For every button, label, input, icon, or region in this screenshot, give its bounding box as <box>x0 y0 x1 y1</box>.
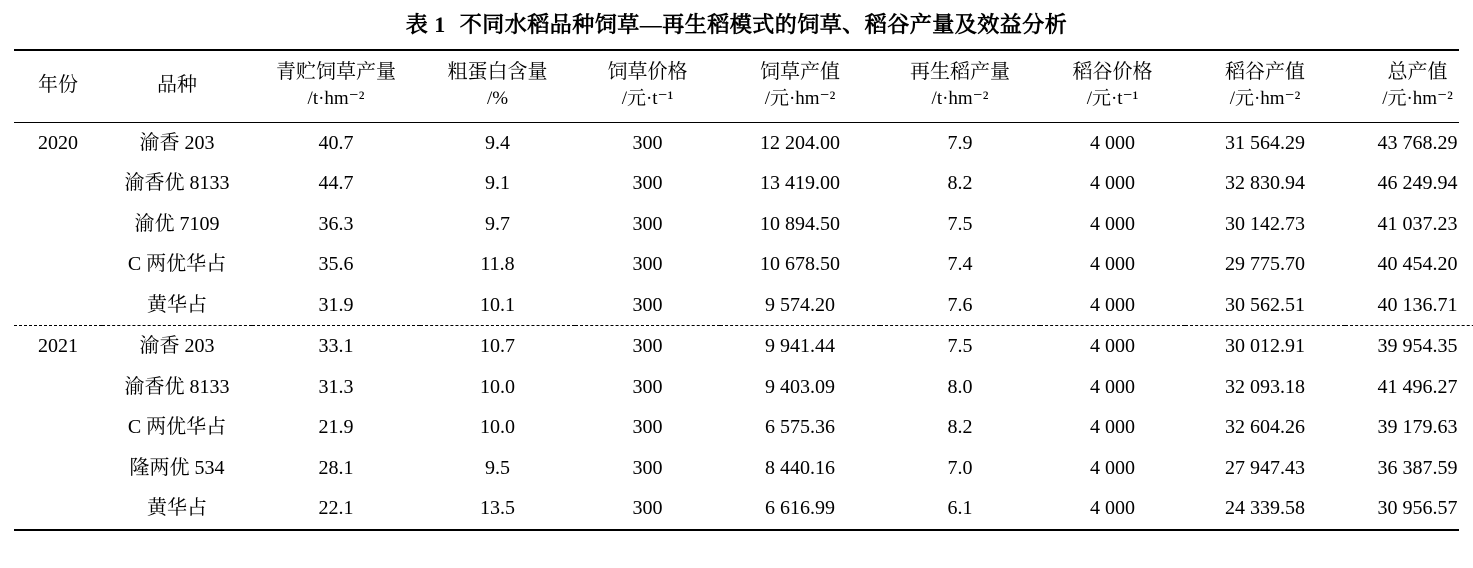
column-header-line1: 饲草产值 <box>760 61 840 83</box>
column-header-line2: /t·hm⁻² <box>931 88 989 109</box>
cell-forage-price: 300 <box>632 212 663 235</box>
cell-rice-price: 4 000 <box>1090 131 1135 154</box>
cell-rice-price: 4 000 <box>1090 212 1135 235</box>
cell-rice-value: 31 564.29 <box>1225 131 1305 154</box>
column-header-line2: /元·hm⁻² <box>764 88 836 109</box>
cell-total-value: 39 179.63 <box>1377 416 1458 439</box>
cell-silage-yield: 33.1 <box>318 335 354 358</box>
column-header-line2: /% <box>486 88 509 109</box>
cell-crude-protein: 10.7 <box>480 335 515 358</box>
cell-forage-price: 300 <box>632 497 663 520</box>
table-row <box>14 326 1473 367</box>
column-header-line1: 稻谷产值 <box>1225 61 1305 83</box>
table-row <box>14 163 1473 204</box>
column-header-crude-protein <box>420 51 575 122</box>
cell-silage-yield: 21.9 <box>318 416 354 439</box>
cell-silage-yield: 31.9 <box>252 285 420 326</box>
cell-year <box>14 407 102 448</box>
column-header-line2: /元·t⁻¹ <box>621 88 674 109</box>
cell-silage-yield: 44.7 <box>318 172 354 195</box>
cell-total-value: 30 956.57 <box>1377 497 1458 520</box>
cell-forage-price: 300 <box>632 416 663 439</box>
table-caption <box>14 0 1459 49</box>
cell-year: 2020 <box>38 131 78 154</box>
column-header-silage-yield <box>252 51 420 122</box>
cell-year <box>14 448 102 489</box>
cell-forage-value: 13 419.00 <box>760 172 840 195</box>
cell-silage-yield: 40.7 <box>318 131 354 154</box>
cell-rice-price: 4 000 <box>1090 253 1135 276</box>
cell-crude-protein: 10.1 <box>420 285 575 326</box>
table-row <box>14 448 1473 489</box>
cell-total-value: 41 496.27 <box>1377 375 1458 398</box>
cell-rice-value: 24 339.58 <box>1225 497 1305 520</box>
column-header-rice-price <box>1040 51 1185 122</box>
table-row <box>14 204 1473 245</box>
table-row <box>14 407 1473 448</box>
cell-variety: C 两优华占 <box>127 253 227 276</box>
cell-total-value: 46 249.94 <box>1377 172 1458 195</box>
cell-rice-value: 32 604.26 <box>1225 416 1305 439</box>
cell-rice-value: 30 142.73 <box>1225 212 1305 235</box>
cell-crude-protein: 9.5 <box>485 456 510 479</box>
column-header-forage-value <box>720 51 880 122</box>
table-row <box>14 244 1473 285</box>
cell-ratoon-rice-yield: 7.0 <box>947 456 973 479</box>
table-row <box>14 367 1473 408</box>
cell-forage-price: 300 <box>632 131 663 154</box>
cell-variety: C 两优华占 <box>127 416 227 439</box>
data-table-body <box>14 123 1473 529</box>
cell-variety: 渝香优 8133 <box>124 375 230 398</box>
cell-ratoon-rice-yield: 8.0 <box>947 375 973 398</box>
cell-rice-value: 29 775.70 <box>1225 253 1305 276</box>
cell-ratoon-rice-yield: 6.1 <box>947 497 973 520</box>
column-header-year <box>14 51 102 122</box>
cell-rice-price: 4 000 <box>1090 456 1135 479</box>
cell-silage-yield: 35.6 <box>318 253 354 276</box>
column-header-line1: 饲草价格 <box>607 61 688 83</box>
cell-forage-price: 300 <box>632 335 663 358</box>
cell-total-value: 36 387.59 <box>1377 456 1458 479</box>
table-row <box>14 285 1473 326</box>
cell-forage-price: 300 <box>632 172 663 195</box>
cell-ratoon-rice-yield: 8.2 <box>947 172 973 195</box>
cell-rice-price: 4 000 <box>1090 335 1135 358</box>
column-header-variety <box>102 51 252 122</box>
cell-variety: 渝香 203 <box>139 131 215 154</box>
cell-rice-price: 4 000 <box>1040 285 1185 326</box>
data-table <box>14 51 1473 122</box>
cell-year <box>14 285 102 326</box>
cell-rice-value: 32 093.18 <box>1225 375 1305 398</box>
column-header-line1: 青贮饲草产量 <box>276 61 396 83</box>
column-header-line1: 年份 <box>38 73 78 96</box>
cell-silage-yield: 36.3 <box>318 212 354 235</box>
cell-rice-value: 30 012.91 <box>1225 335 1305 358</box>
column-header-line1: 稻谷价格 <box>1072 61 1153 83</box>
table-header-row <box>14 51 1473 122</box>
cell-crude-protein: 11.8 <box>480 253 515 276</box>
cell-forage-price: 300 <box>632 253 663 276</box>
table-caption-label: 表 1 <box>405 12 446 37</box>
column-header-line1: 品种 <box>157 73 197 96</box>
column-header-line1: 再生稻产量 <box>910 61 1010 83</box>
cell-forage-price: 300 <box>575 285 720 326</box>
cell-rice-value: 32 830.94 <box>1225 172 1305 195</box>
cell-forage-value: 6 616.99 <box>765 497 835 520</box>
cell-forage-value: 8 440.16 <box>765 456 835 479</box>
cell-year <box>14 163 102 204</box>
cell-total-value: 40 136.71 <box>1345 285 1473 326</box>
cell-variety: 渝香 203 <box>139 335 215 358</box>
cell-total-value: 41 037.23 <box>1377 212 1458 235</box>
cell-crude-protein: 9.7 <box>485 212 510 235</box>
cell-variety: 黄华占 <box>102 285 252 326</box>
column-header-line2: /元·hm⁻² <box>1229 88 1301 109</box>
cell-crude-protein: 10.0 <box>480 416 515 439</box>
column-header-total-value <box>1345 51 1473 122</box>
cell-total-value: 40 454.20 <box>1377 253 1458 276</box>
cell-year: 2021 <box>38 335 78 358</box>
table-body <box>14 123 1473 529</box>
cell-ratoon-rice-yield: 7.4 <box>947 253 973 276</box>
table-row <box>14 488 1473 529</box>
cell-forage-value: 6 575.36 <box>765 416 835 439</box>
cell-rice-price: 4 000 <box>1090 375 1135 398</box>
cell-forage-value: 9 403.09 <box>765 375 835 398</box>
cell-silage-yield: 28.1 <box>318 456 354 479</box>
cell-crude-protein: 13.5 <box>480 497 515 520</box>
cell-rice-value: 30 562.51 <box>1185 285 1345 326</box>
column-header-line2: /元·hm⁻² <box>1382 88 1453 109</box>
cell-rice-price: 4 000 <box>1090 172 1135 195</box>
cell-total-value: 39 954.35 <box>1377 335 1458 358</box>
cell-year <box>14 488 102 529</box>
cell-ratoon-rice-yield: 7.5 <box>947 212 973 235</box>
cell-variety: 渝优 7109 <box>134 212 220 235</box>
cell-variety: 渝香优 8133 <box>124 172 230 195</box>
cell-year <box>14 244 102 285</box>
column-header-line2: /t·hm⁻² <box>307 88 365 109</box>
cell-silage-yield: 22.1 <box>318 497 354 520</box>
cell-forage-value: 12 204.00 <box>760 131 840 154</box>
cell-rice-value: 27 947.43 <box>1225 456 1305 479</box>
column-header-rice-value <box>1185 51 1345 122</box>
cell-rice-price: 4 000 <box>1090 416 1135 439</box>
column-header-forage-price <box>575 51 720 122</box>
column-header-ratoon-rice-yield <box>880 51 1040 122</box>
cell-forage-price: 300 <box>632 456 663 479</box>
cell-ratoon-rice-yield: 7.9 <box>947 131 973 154</box>
table-caption-title: 不同水稻品种饲草—再生稻模式的饲草、稻谷产量及效益分析 <box>459 12 1068 37</box>
cell-crude-protein: 10.0 <box>480 375 515 398</box>
cell-forage-value: 10 678.50 <box>760 253 840 276</box>
cell-forage-value: 9 941.44 <box>765 335 835 358</box>
table-row <box>14 123 1473 164</box>
cell-silage-yield: 31.3 <box>318 375 354 398</box>
cell-ratoon-rice-yield: 8.2 <box>947 416 973 439</box>
cell-variety: 隆两优 534 <box>129 456 225 479</box>
cell-total-value: 43 768.29 <box>1377 131 1458 154</box>
cell-year <box>14 204 102 245</box>
cell-forage-value: 9 574.20 <box>720 285 880 326</box>
cell-ratoon-rice-yield: 7.5 <box>947 335 973 358</box>
column-header-line1: 粗蛋白含量 <box>447 61 548 83</box>
cell-forage-price: 300 <box>632 375 663 398</box>
column-header-line2: /元·t⁻¹ <box>1086 88 1139 109</box>
cell-ratoon-rice-yield: 7.6 <box>880 285 1040 326</box>
cell-year <box>14 367 102 408</box>
cell-crude-protein: 9.4 <box>485 131 510 154</box>
cell-forage-value: 10 894.50 <box>760 212 840 235</box>
cell-variety: 黄华占 <box>147 497 207 520</box>
column-header-line1: 总产值 <box>1387 61 1448 83</box>
cell-crude-protein: 9.1 <box>485 172 510 195</box>
cell-rice-price: 4 000 <box>1090 497 1135 520</box>
table-bottom-rule <box>14 529 1459 531</box>
table-header <box>14 51 1473 122</box>
